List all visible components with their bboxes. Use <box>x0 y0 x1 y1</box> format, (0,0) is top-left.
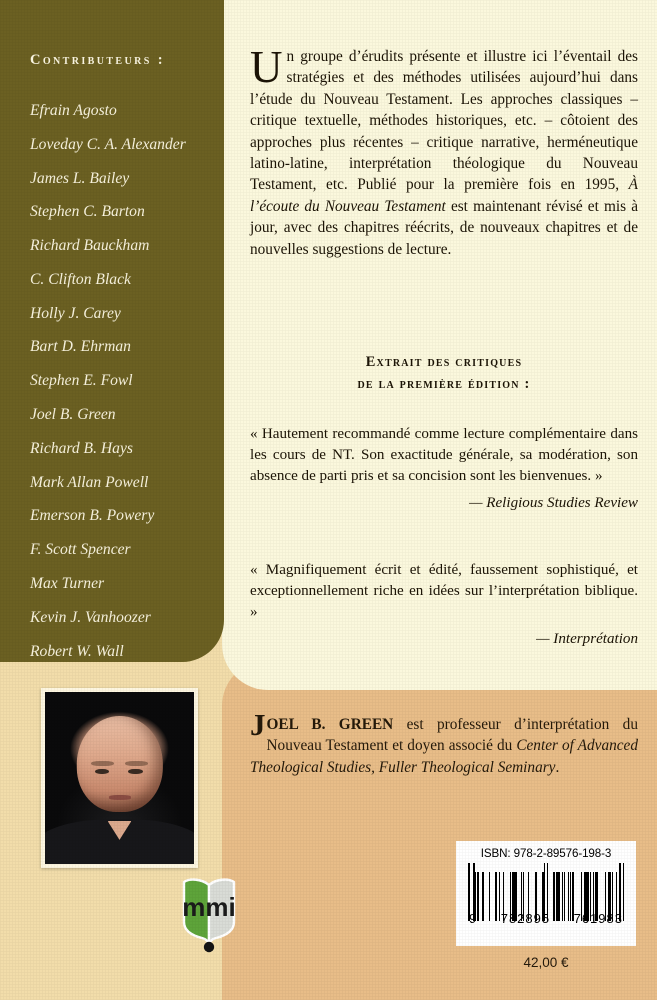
drop-cap: U <box>250 42 283 92</box>
description-part-two: est maintenant révisé et mis à jour, avec des chapitres réécrits, de nouveaux chapitres et de nouvelles suggestions de lecture. <box>250 197 639 258</box>
author-initial-cap: J <box>250 707 266 742</box>
description-part-one: n groupe d’érudits présente et illustre ici l’éventail des stratégies et des méthodes utilisées aujourd’hui dans l’étude du Nouveau Testament. Les approches classiques – critique textuelle, méthodes historiques, etc. – côtoient des approches plus récentes – critique narrative, herméneutique latino-latine, interprétation théologique du Nouveau Testament, etc. Publié pour la première fois en 1995, <box>250 48 638 194</box>
portrait-brow-left <box>91 761 113 767</box>
book-description <box>250 42 639 260</box>
reviews-heading-line-1: Extrait des critiques <box>365 354 523 370</box>
author-portrait-photo <box>45 692 194 864</box>
barcode-digit-group-2: 761983 <box>573 911 623 926</box>
contributors-list <box>30 103 210 659</box>
book-title-italic: À l’écoute du Nouveau Testament <box>250 176 638 215</box>
contributors-heading: Contributeurs : <box>30 52 165 68</box>
book-leaf-icon <box>178 876 240 954</box>
author-bio-part-one: est professeur d’interprétation du Nouveau Testament et doyen associé du <box>266 716 638 755</box>
list-item: Richard Bauckham <box>30 237 150 255</box>
list-item: Max Turner <box>30 574 105 592</box>
list-item: C. Clifton Black <box>30 270 131 288</box>
list-item: Loveday C. A. Alexander <box>30 135 186 153</box>
list-item: Emerson B. Powery <box>30 507 155 525</box>
review-quote-2-source: — Interprétation <box>536 631 638 648</box>
background-tan-panel <box>222 660 657 1000</box>
price-label: 42,00 € <box>523 955 569 970</box>
list-item: Kevin J. Vanhoozer <box>30 608 151 626</box>
author-name: OEL B. GREEN <box>266 716 394 733</box>
list-item: Stephen E. Fowl <box>30 372 133 390</box>
list-item: Stephen C. Barton <box>30 203 145 221</box>
author-bio <box>250 707 638 778</box>
isbn-label: ISBN: 978-2-89576-198-3 <box>480 847 612 860</box>
list-item: Joel B. Green <box>30 406 116 424</box>
review-quote-2-text: « Magnifiquement écrit et édité, faussement sophistiqué, et exceptionnellement riche en idées sur l’interprétation biblique. » <box>250 562 638 620</box>
list-item: F. Scott Spencer <box>30 541 131 559</box>
review-quote-1-source: — Religious Studies Review <box>469 495 638 512</box>
list-item: Robert W. Wall <box>30 642 124 660</box>
reviews-heading <box>250 352 638 395</box>
review-quote-1-text: « Hautement recommandé comme lecture complémentaire dans les cours de NT. Son exactitude générale, sa modération, son absence de parti pris et sa concision sont les bienvenues. » <box>250 426 638 484</box>
list-item: Holly J. Carey <box>30 304 121 322</box>
author-photo-frame <box>41 688 198 868</box>
list-item: Mark Allan Powell <box>30 473 149 491</box>
list-item: Bart D. Ehrman <box>30 338 131 356</box>
svg-text:mmi: mmi <box>182 892 236 922</box>
list-item: James L. Bailey <box>30 169 130 187</box>
barcode-digit-left: 9 <box>469 911 478 926</box>
portrait-eye-right <box>128 769 142 775</box>
reviews-heading-line-2: de la première édition : <box>357 375 531 392</box>
author-affiliation: Center of Advanced Theological Studies, Fuller Theological Seminary <box>250 737 638 776</box>
contributors-sidebar <box>0 0 224 662</box>
barcode-digit-group-1: 782895 <box>500 911 551 926</box>
portrait-mouth <box>109 795 131 799</box>
list-item: Efrain Agosto <box>30 102 117 119</box>
publisher-logo <box>178 876 240 954</box>
list-item: Richard B. Hays <box>30 439 133 457</box>
portrait-brow-right <box>125 761 147 767</box>
review-quote-1 <box>250 424 638 514</box>
author-bio-part-two: . <box>555 758 560 776</box>
review-quote-2 <box>250 560 638 650</box>
barcode-block <box>456 841 636 946</box>
